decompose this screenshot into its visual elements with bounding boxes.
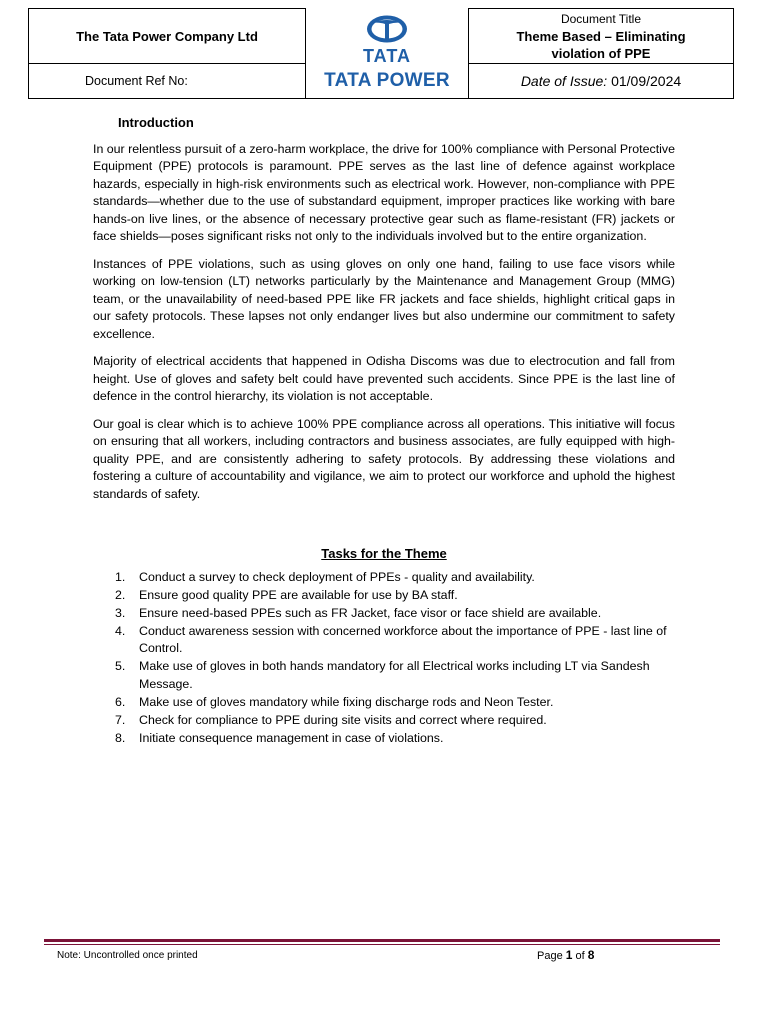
task-number: 8.: [115, 730, 126, 745]
tata-logo-icon: [365, 14, 409, 44]
document-body: [93, 114, 675, 748]
tasks-heading: Tasks for the Theme: [321, 546, 447, 561]
date-value: 01/09/2024: [611, 73, 682, 89]
page-current: 1: [565, 948, 573, 962]
task-text: Check for compliance to PPE during site visits and correct where required.: [139, 712, 547, 727]
task-text: Make use of gloves mandatory while fixing discharge rods and Neon Tester.: [139, 694, 554, 709]
task-number: 7.: [115, 712, 126, 727]
page-word: Page: [537, 950, 563, 962]
logo-cell: [306, 9, 469, 99]
date-label: Date of Issue:: [520, 73, 608, 89]
document-title-cell: [469, 9, 734, 64]
intro-paragraph-1: In our relentless pursuit of a zero-harm workplace, the drive for 100% compliance with Personal Protective Equipment (PPE) protocols is paramount. PPE serves as the last line of defence against workplace hazards, especially in high-risk environments such as electrical work. However, non-compliance with PPE standards—whether due to the use of substandard equipment, improper practices like working with bare hands-on live lines, or the absence of necessary protective gear such as flame-resistant (FR) jackets or face shields—poses significant risks not only to the individuals involved but to the entire organization.: [93, 141, 675, 243]
task-item: [93, 694, 675, 712]
task-item: [93, 569, 675, 587]
introduction-heading: Introduction: [118, 115, 194, 130]
task-number: 4.: [115, 623, 126, 638]
document-title-line1: Theme Based – Eliminating: [516, 28, 686, 44]
logo-wordmark-tata-power: TATA POWER: [324, 70, 450, 92]
document-title-label: Document Title: [560, 11, 642, 26]
task-text: Initiate consequence management in case of violations.: [139, 730, 444, 745]
task-item: [93, 605, 675, 623]
company-name: The Tata Power Company Ltd: [29, 9, 306, 64]
intro-paragraph-2: Instances of PPE violations, such as using gloves on only one hand, failing to use face visors while working on low-tension (LT) networks particularly by the Maintenance and Management Group (MMG) team, or the unavailability of need-based PPE like FR jackets and face shields, highlight critical gaps in our safety protocols. These lapses not only endanger lives but also undermine our commitment to safety excellence.: [93, 256, 675, 341]
intro-paragraph-3: Majority of electrical accidents that happened in Odisha Discoms was due to electrocution and fall from height. Use of gloves and safety belt could have prevented such accidents. Since PPE is the last line of defence in the control hierarchy, its violation is not acceptable.: [93, 354, 675, 403]
logo-wordmark-tata: TATA: [363, 46, 411, 67]
task-item: [93, 730, 675, 748]
task-text: Ensure good quality PPE are available for use by BA staff.: [139, 587, 458, 602]
task-text: Conduct awareness session with concerned workforce about the importance of PPE - last line of Control.: [139, 623, 667, 655]
page-number: [537, 948, 594, 962]
task-text: Conduct a survey to check deployment of PPEs - quality and availability.: [139, 569, 535, 584]
page-total: 8: [587, 948, 595, 962]
task-text: Ensure need-based PPEs such as FR Jacket, face visor or face shield are available.: [139, 605, 602, 620]
task-number: 6.: [115, 694, 126, 709]
task-number: 1.: [115, 569, 126, 584]
footer-rule-thin: [44, 944, 720, 945]
task-item: [93, 658, 675, 693]
document-header: [28, 8, 734, 99]
task-item: [93, 587, 675, 605]
task-number: 2.: [115, 587, 126, 602]
task-text: Make use of gloves in both hands mandatory for all Electrical works including LT via Sandesh Message.: [139, 659, 650, 691]
document-title-line2: violation of PPE: [551, 45, 651, 61]
task-item: [93, 623, 675, 658]
date-of-issue: [469, 64, 734, 99]
tasks-list: [93, 569, 675, 748]
footer-note: Note: Uncontrolled once printed: [57, 950, 198, 961]
intro-paragraph-4: Our goal is clear which is to achieve 100% PPE compliance across all operations. This initiative will focus on ensuring that all workers, including contractors and business associates, are fully equipped with high-quality PPE, and are consistently adhering to safety protocols. By addressing these violations and fostering a culture of accountability and vigilance, we aim to protect our workforce and uphold the highest standards of safety.: [93, 416, 675, 501]
task-number: 5.: [115, 659, 126, 673]
task-number: 3.: [115, 605, 126, 620]
page-of: of: [575, 950, 585, 962]
document-ref-label: Document Ref No:: [29, 64, 306, 99]
task-item: [93, 712, 675, 730]
footer-rule-thick: [44, 939, 720, 942]
